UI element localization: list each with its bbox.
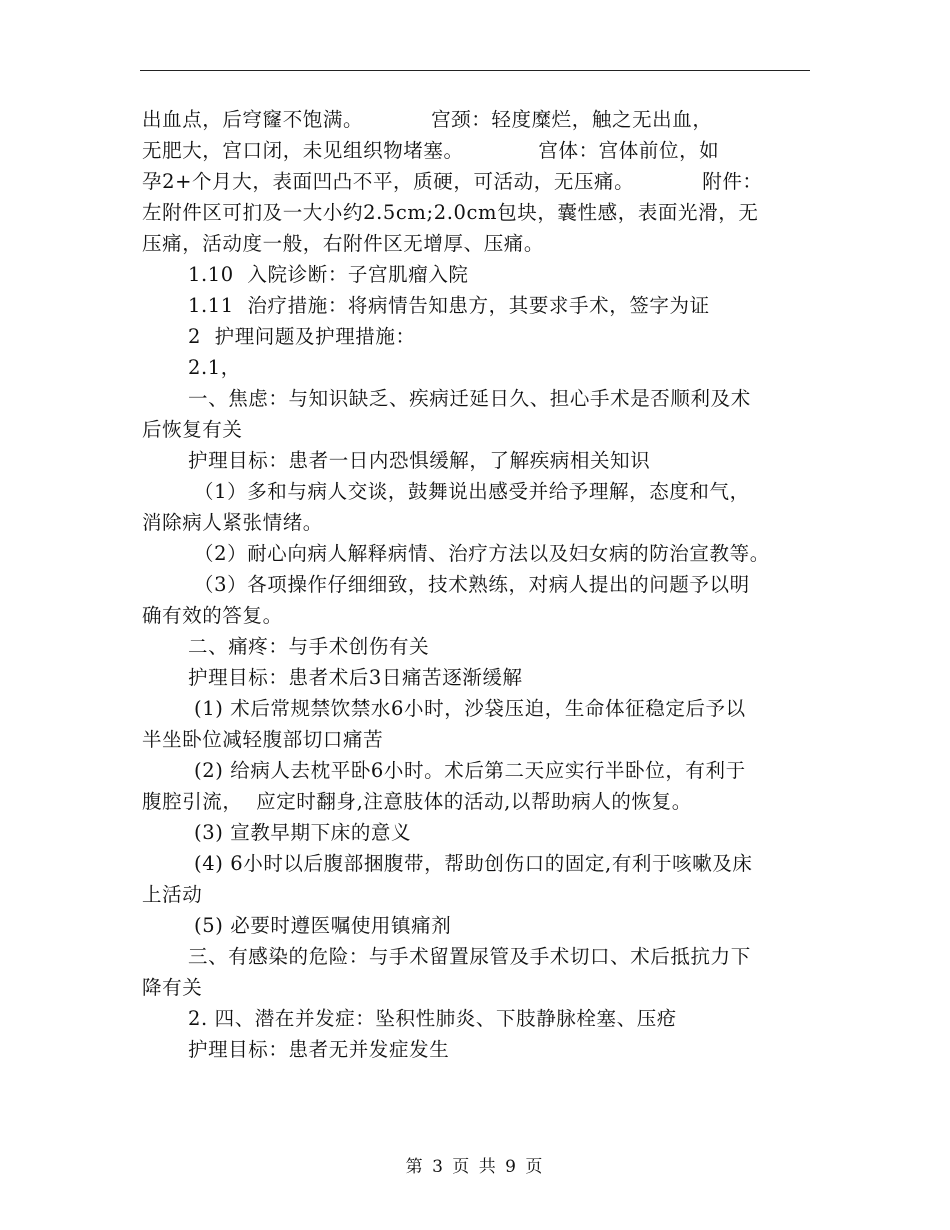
text-line: 1.10 入院诊断：子宫肌瘤入院 (188, 263, 469, 286)
text-line: 左附件区可扪及一大小约2.5cm;2.0cm包块，囊性感，表面光滑，无 (142, 201, 759, 224)
header-rule (140, 70, 810, 71)
text-line: （1）多和与病人交谈，鼓舞说出感受并给予理解，态度和气， (194, 480, 750, 503)
subsection-heading: 2.1， (188, 356, 241, 379)
text-line: 一、焦虑：与知识缺乏、疾病迁延日久、担心手术是否顺利及术 (188, 387, 751, 410)
text-line: 压痛，活动度一般，右附件区无增厚、压痛。 (142, 232, 545, 255)
text-line: (4) 6小时以后腹部捆腹带，帮助创伤口的固定,有利于咳嗽及床 (194, 852, 753, 875)
text-line: 2. 四、潜在并发症：坠积性肺炎、下肢静脉栓塞、压疮 (188, 1007, 677, 1030)
text-line: 二、痛疼：与手术创伤有关 (188, 635, 430, 658)
text-line: 消除病人紧张情绪。 (142, 511, 323, 534)
text-line: 三、有感染的危险：与手术留置尿管及手术切口、术后抵抗力下 (188, 945, 751, 968)
text-line: 腹腔引流， 应定时翻身,注意肢体的活动,以帮助病人的恢复。 (142, 790, 692, 813)
text-line: 1.11 治疗措施：将病情告知患方，其要求手术，签字为证 (188, 294, 710, 317)
text-line: 孕2+个月大，表面凹凸不平，质硬，可活动，无压痛。 附件： (142, 170, 763, 193)
text-line: 护理目标：患者术后3日痛苦逐渐缓解 (188, 666, 523, 689)
text-line: (3) 宣教早期下床的意义 (194, 821, 412, 844)
page-number: 第 3 页 共 9 页 (405, 1157, 545, 1177)
text-line: 出血点，后穹窿不饱满。 宫颈：轻度糜烂，触之无出血， (142, 108, 713, 131)
text-line: （2）耐心向病人解释病情、治疗方法以及妇女病的防治宣教等。 (194, 542, 770, 565)
text-line: 半坐卧位减轻腹部切口痛苦 (142, 728, 384, 751)
text-line: 上活动 (142, 883, 203, 906)
text-line: 降有关 (142, 976, 203, 999)
text-line: 确有效的答复。 (142, 604, 283, 627)
text-line: 无肥大，宫口闭，未见组织物堵塞。 宫体：宫体前位，如 (142, 139, 720, 162)
text-line: （3）各项操作仔细细致，技术熟练，对病人提出的问题予以明 (194, 573, 750, 596)
text-line: (1) 术后常规禁饮禁水6小时，沙袋压迫，生命体征稳定后予以 (194, 697, 746, 720)
document-body (142, 104, 812, 1065)
section-heading: 2 护理问题及护理措施： (188, 325, 416, 348)
text-line: (5) 必要时遵医嘱使用镇痛剂 (194, 914, 452, 937)
text-line: 护理目标：患者无并发症发生 (188, 1038, 450, 1061)
text-line: 护理目标：患者一日内恐惧缓解，了解疾病相关知识 (188, 449, 651, 472)
text-line: 后恢复有关 (142, 418, 243, 441)
text-line: (2) 给病人去枕平卧6小时。术后第二天应实行半卧位，有利于 (194, 759, 746, 782)
